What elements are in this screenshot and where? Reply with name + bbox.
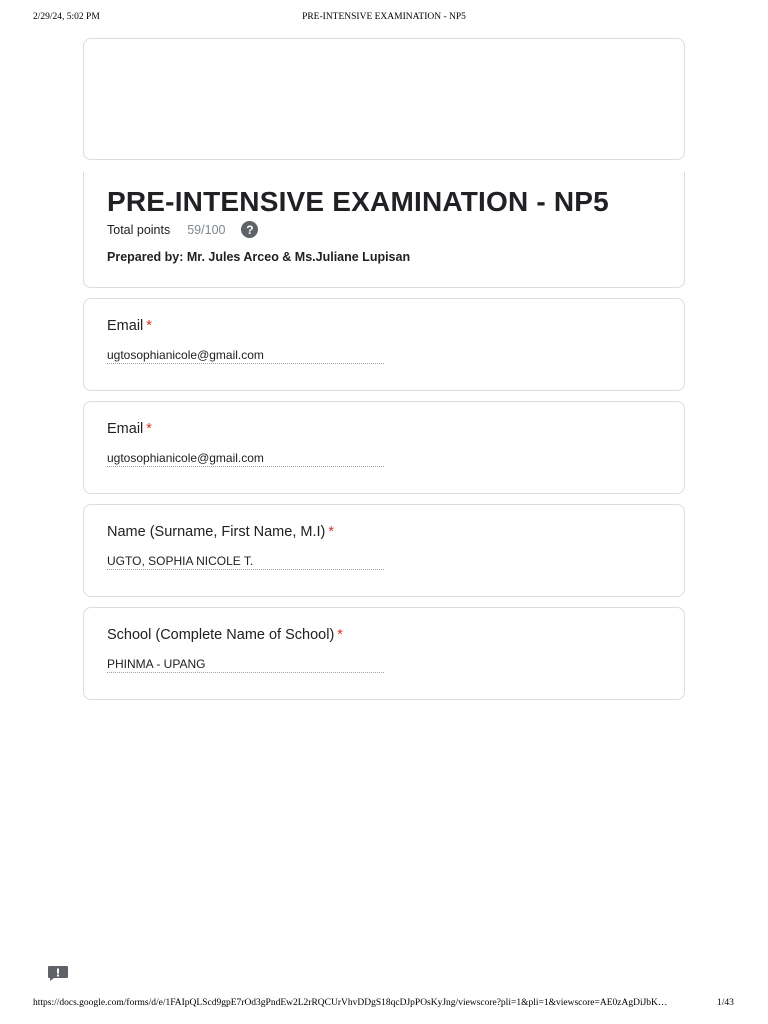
print-header	[0, 12, 768, 26]
feedback-icon[interactable]	[47, 965, 69, 982]
question-card-school	[83, 607, 685, 700]
answer-text: ugtosophianicole@gmail.com	[107, 348, 384, 364]
total-points	[107, 221, 258, 238]
question-label	[107, 318, 152, 334]
answer-text: PHINMA - UPANG	[107, 657, 384, 673]
question-label	[107, 524, 334, 540]
question-title: Email	[107, 318, 144, 334]
question-title: Email	[107, 421, 144, 437]
print-footer	[0, 998, 768, 1012]
required-asterisk: *	[337, 627, 343, 643]
form-title-card	[83, 172, 685, 288]
question-card-name	[83, 504, 685, 597]
answer-text: ugtosophianicole@gmail.com	[107, 451, 384, 467]
question-label	[107, 627, 343, 643]
print-date: 2/29/24, 5:02 PM	[33, 12, 100, 22]
form-title: PRE-INTENSIVE EXAMINATION - NP5	[107, 186, 609, 217]
required-asterisk: *	[328, 524, 334, 540]
page-url: https://docs.google.com/forms/d/e/1FAIpQLScd9gpE7rOd3gPndEw2L2rRQCUrVhvDDgS18qcDJpPOsKyJng/viewscore?pli=1&pli=1&viewscore=AE0zAgDiJbK…	[33, 998, 668, 1008]
prepared-by: Prepared by: Mr. Jules Arceo & Ms.Juliane Lupisan	[107, 250, 411, 264]
header-banner	[83, 38, 685, 160]
question-label	[107, 421, 152, 437]
print-title: PRE-INTENSIVE EXAMINATION - NP5	[302, 12, 466, 22]
question-card-email	[83, 298, 685, 391]
required-asterisk: *	[146, 421, 152, 437]
question-title: Name (Surname, First Name, M.I)	[107, 524, 326, 540]
required-asterisk: *	[146, 318, 152, 334]
page-number: 1/43	[717, 998, 734, 1008]
score-value: 59/100	[187, 222, 226, 237]
question-title: School (Complete Name of School)	[107, 627, 335, 643]
help-icon[interactable]: ?	[241, 221, 258, 238]
answer-text: UGTO, SOPHIA NICOLE T.	[107, 554, 384, 570]
total-points-label: Total points	[107, 222, 171, 237]
question-card-email	[83, 401, 685, 494]
